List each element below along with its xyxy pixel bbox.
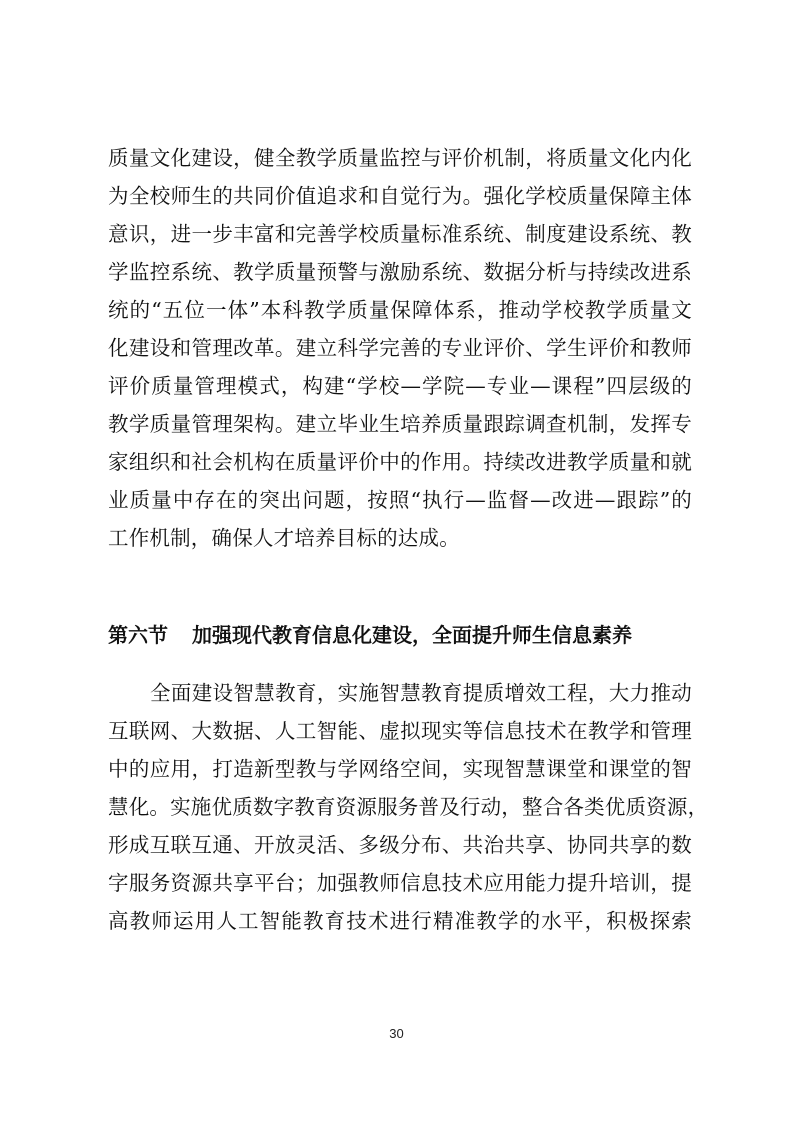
- paragraph-line: 统的“五位一体”本科教学质量保障体系，推动学校教学质量文: [108, 298, 692, 322]
- paragraph-line: 全面建设智慧教育，实施智慧教育提质增效工程，大力推动: [150, 681, 692, 705]
- paragraph-line: 教学质量管理架构。建立毕业生培养质量跟踪调查机制，发挥专: [108, 412, 692, 436]
- paragraph-line: 互联网、大数据、人工智能、虚拟现实等信息技术在教学和管理: [108, 719, 692, 743]
- paragraph-line: 高教师运用人工智能教育技术进行精准教学的水平，积极探索: [108, 909, 692, 933]
- paragraph-smart-education: [108, 674, 709, 940]
- paragraph-line: 为全校师生的共同价值追求和自觉行为。强化学校质量保障主体: [108, 184, 692, 208]
- paragraph-line: 意识，进一步丰富和完善学校质量标准系统、制度建设系统、教: [108, 222, 692, 246]
- section-number: 第六节: [108, 623, 168, 647]
- paragraph-line: 家组织和社会机构在质量评价中的作用。持续改进教学质量和就: [108, 450, 692, 474]
- paragraph-line: 慧化。实施优质数字教育资源服务普及行动，整合各类优质资源，: [108, 795, 709, 819]
- paragraph-quality-culture: [108, 139, 692, 557]
- section-title: 加强现代教育信息化建设，全面提升师生信息素养: [192, 623, 632, 647]
- paragraph-line: 评价质量管理模式，构建“学校—学院—专业—课程”四层级的: [108, 374, 692, 398]
- section-heading: [108, 619, 692, 651]
- paragraph-line: 业质量中存在的突出问题，按照“执行—监督—改进—跟踪”的: [108, 488, 692, 512]
- paragraph-line: 化建设和管理改革。建立科学完善的专业评价、学生评价和教师: [108, 336, 692, 360]
- paragraph-line: 字服务资源共享平台；加强教师信息技术应用能力提升培训，提: [108, 871, 692, 895]
- paragraph-line: 质量文化建设，健全教学质量监控与评价机制，将质量文化内化: [108, 146, 692, 170]
- page-number: 30: [389, 1026, 404, 1041]
- paragraph-line: 学监控系统、教学质量预警与激励系统、数据分析与持续改进系: [108, 260, 692, 284]
- paragraph-line: 工作机制，确保人才培养目标的达成。: [108, 526, 460, 550]
- paragraph-line: 中的应用，打造新型教与学网络空间，实现智慧课堂和课堂的智: [108, 757, 692, 781]
- paragraph-line: 形成互联互通、开放灵活、多级分布、共治共享、协同共享的数: [108, 833, 692, 857]
